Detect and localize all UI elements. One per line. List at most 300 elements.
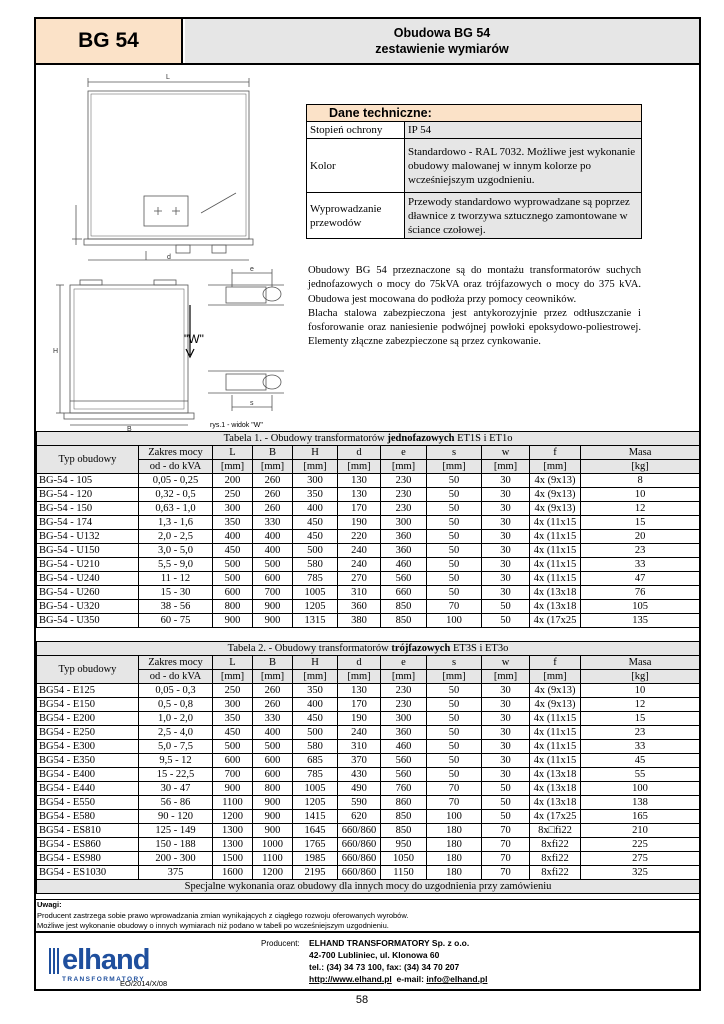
type-cell: BG54 - E150 xyxy=(37,698,139,712)
value-cell: 1150 xyxy=(381,866,427,880)
value-cell: 30 xyxy=(482,712,530,726)
value-cell: 400 xyxy=(253,530,293,544)
value-cell: 55 xyxy=(581,768,700,782)
value-cell: 50 xyxy=(427,684,482,698)
value-cell: 500 xyxy=(213,558,253,572)
value-cell: 50 xyxy=(427,572,482,586)
value-cell: 23 xyxy=(581,544,700,558)
value-cell: 130 xyxy=(338,474,381,488)
value-cell: 500 xyxy=(213,740,253,754)
description-paragraph-2: Blacha stalowa zabezpieczona jest antykorozyjnie przez odtłuszczanie i fosforowanie oraz naniesienie podwójnej powłoki epoksydowo-poliestrowej. Elementy złączne zabezpieczone są przez cynkowanie. xyxy=(308,307,641,348)
value-cell: 220 xyxy=(338,530,381,544)
value-cell: 450 xyxy=(293,712,338,726)
value-cell: 380 xyxy=(338,614,381,628)
value-cell: 4x (11x15 xyxy=(530,558,581,572)
tech-value: Standardowo - RAL 7032. Możliwe jest wykonanie obudowy malowanej w innym kolorze po wcześniejszym uzgodnieniu. xyxy=(405,139,642,193)
email-label: e-mail: xyxy=(396,974,424,984)
value-cell: 450 xyxy=(213,726,253,740)
type-cell: BG-54 - 174 xyxy=(37,516,139,530)
value-cell: 300 xyxy=(381,516,427,530)
value-cell: 30 xyxy=(482,558,530,572)
value-cell: 350 xyxy=(213,712,253,726)
value-cell: 8xfi22 xyxy=(530,838,581,852)
value-cell: 900 xyxy=(253,796,293,810)
table-row xyxy=(37,796,700,810)
value-cell: 30 - 47 xyxy=(139,782,213,796)
value-cell: 12 xyxy=(581,698,700,712)
value-cell: 30 xyxy=(482,530,530,544)
value-cell: 30 xyxy=(482,502,530,516)
value-cell: 45 xyxy=(581,754,700,768)
dim-h-label: H xyxy=(53,348,59,355)
value-cell: 125 - 149 xyxy=(139,824,213,838)
description xyxy=(308,264,641,350)
value-cell: 105 xyxy=(581,600,700,614)
value-cell: 30 xyxy=(482,726,530,740)
value-cell: 4x (9x13) xyxy=(530,698,581,712)
type-cell: BG54 - E350 xyxy=(37,754,139,768)
value-cell: 4x (11x15 xyxy=(530,754,581,768)
value-cell: 900 xyxy=(253,810,293,824)
table-row xyxy=(37,502,700,516)
value-cell: 250 xyxy=(213,488,253,502)
value-cell: 800 xyxy=(253,782,293,796)
value-cell: 190 xyxy=(338,712,381,726)
value-cell: 1300 xyxy=(213,824,253,838)
producer-info xyxy=(309,937,488,985)
type-cell: BG-54 - 150 xyxy=(37,502,139,516)
tech-row xyxy=(307,122,642,139)
company-address: 42-700 Lubliniec, ul. Klonowa 60 xyxy=(309,950,440,960)
value-cell: 260 xyxy=(253,474,293,488)
elhand-logo xyxy=(48,940,150,983)
table1-caption: Tabela 1. - Obudowy transformatorów jednofazowych ET1S i ET1o xyxy=(37,432,700,446)
technical-drawing xyxy=(36,65,299,431)
value-cell: 900 xyxy=(213,782,253,796)
value-cell: 50 xyxy=(427,474,482,488)
tech-row xyxy=(307,193,642,239)
value-cell: 400 xyxy=(213,530,253,544)
type-cell: BG-54 - U350 xyxy=(37,614,139,628)
value-cell: 325 xyxy=(581,866,700,880)
value-cell: 500 xyxy=(253,558,293,572)
value-cell: 225 xyxy=(581,838,700,852)
type-cell: BG54 - E550 xyxy=(37,796,139,810)
tech-row xyxy=(307,139,642,193)
value-cell: 260 xyxy=(253,698,293,712)
value-cell: 330 xyxy=(253,516,293,530)
value-cell: 560 xyxy=(381,754,427,768)
value-cell: 138 xyxy=(581,796,700,810)
footer xyxy=(36,933,699,989)
type-cell: BG-54 - 120 xyxy=(37,488,139,502)
value-cell: 260 xyxy=(253,684,293,698)
technical-data-table xyxy=(306,104,642,239)
value-cell: 500 xyxy=(213,572,253,586)
table-row xyxy=(37,866,700,880)
value-cell: 200 xyxy=(213,474,253,488)
value-cell: 4x (17x25 xyxy=(530,810,581,824)
value-cell: 230 xyxy=(381,698,427,712)
value-cell: 260 xyxy=(253,488,293,502)
value-cell: 400 xyxy=(293,698,338,712)
value-cell: 50 xyxy=(482,796,530,810)
value-cell: 5,5 - 9,0 xyxy=(139,558,213,572)
value-cell: 360 xyxy=(381,530,427,544)
value-cell: 450 xyxy=(293,516,338,530)
value-cell: 100 xyxy=(427,614,482,628)
dim-s-label: s xyxy=(250,400,254,407)
value-cell: 50 xyxy=(427,712,482,726)
value-cell: 800 xyxy=(213,600,253,614)
value-cell: 50 xyxy=(427,530,482,544)
enclosure-drawing xyxy=(36,65,299,431)
website-link[interactable]: http://www.elhand.pl xyxy=(309,974,392,984)
value-cell: 600 xyxy=(253,754,293,768)
value-cell: 70 xyxy=(427,782,482,796)
value-cell: 450 xyxy=(293,530,338,544)
value-cell: 1300 xyxy=(213,838,253,852)
value-cell: 150 - 188 xyxy=(139,838,213,852)
value-cell: 50 xyxy=(482,614,530,628)
type-cell: BG-54 - U260 xyxy=(37,586,139,600)
tech-value: Przewody standardowo wyprowadzane są poprzez dławnice z tworzywa sztucznego zamontowane w ściance czołowej. xyxy=(405,193,642,239)
value-cell: 70 xyxy=(482,824,530,838)
value-cell: 310 xyxy=(338,586,381,600)
value-cell: 500 xyxy=(293,544,338,558)
value-cell: 70 xyxy=(482,838,530,852)
value-cell: 685 xyxy=(293,754,338,768)
value-cell: 1415 xyxy=(293,810,338,824)
value-cell: 250 xyxy=(213,684,253,698)
value-cell: 1050 xyxy=(381,852,427,866)
table-row xyxy=(37,516,700,530)
value-cell: 4x (11x15 xyxy=(530,740,581,754)
value-cell: 0,05 - 0,3 xyxy=(139,684,213,698)
table2-caption: Tabela 2. - Obudowy transformatorów trójfazowych ET3S i ET3o xyxy=(37,642,700,656)
value-cell: 10 xyxy=(581,684,700,698)
value-cell: 70 xyxy=(482,866,530,880)
view-w-label: "W" xyxy=(184,332,204,346)
value-cell: 70 xyxy=(427,796,482,810)
value-cell: 8 xyxy=(581,474,700,488)
value-cell: 70 xyxy=(482,852,530,866)
value-cell: 850 xyxy=(381,600,427,614)
value-cell: 11 - 12 xyxy=(139,572,213,586)
value-cell: 600 xyxy=(213,754,253,768)
value-cell: 30 xyxy=(482,544,530,558)
logo-subtitle: TRANSFORMATORY xyxy=(62,976,146,983)
value-cell: 50 xyxy=(427,558,482,572)
value-cell: 240 xyxy=(338,544,381,558)
description-paragraph-1: Obudowy BG 54 przeznaczone są do montażu transformatorów suchych jednofazowych o mocy do 75kVA oraz trójfazowych o mocy do 375 kVA. Obudowa jest mocowana do podłoża przy pomocy ceowników. xyxy=(308,265,641,305)
value-cell: 4x (13x18 xyxy=(530,586,581,600)
value-cell: 30 xyxy=(482,474,530,488)
value-cell: 500 xyxy=(293,726,338,740)
value-cell: 210 xyxy=(581,824,700,838)
value-cell: 0,5 - 0,8 xyxy=(139,698,213,712)
single-phase-table: Tabela 1. - Obudowy transformatorów jednofazowych ET1S i ET1o Typ obudowy Zakres mocy L B H d e s w f Masa od - do kVA [mm] [mm] [mm] [mm] [mm] [mm] [mm] [mm] [kg] BG-54 - 105 0,05 - 0,25 200 260 300 130 230 50 30 4x (9x13) 8 BG-54 - 120 0,32 - 0,5 250 260 350 130 230 50 30 4x (9x13) 10 BG-54 - 150 0,63 - 1,0 300 260 400 170 230 50 30 4x (9x13) 12 BG-54 - 174 1,3 - 1,6 350 330 450 190 300 50 30 4x (11x15 15 BG-54 - U132 2,0 - 2,5 400 400 450 220 360 50 30 4x (11x15 20 BG-54 - U150 3,0 - 5,0 450 400 500 240 360 50 30 4x (11x15 23 BG-54 - U210 5,5 - 9,0 500 500 580 240 460 50 30 4x (11x15 33 BG-54 - U240 11 - 12 500 600 785 270 560 50 30 4x (11x15 47 BG-54 - U260 15 - 30 600 700 1005 310 660 50 30 4x (13x18 76 BG-54 - U320 38 - 56 800 900 1205 360 850 70 50 4x (13x18 105 BG-54 - U350 60 - 75 900 900 1315 380 850 100 50 4x (17x25 135 xyxy=(36,431,700,628)
value-cell: 50 xyxy=(427,726,482,740)
value-cell: 660/860 xyxy=(338,852,381,866)
value-cell: 30 xyxy=(482,572,530,586)
value-cell: 50 xyxy=(482,600,530,614)
value-cell: 20 xyxy=(581,530,700,544)
value-cell: 4x (9x13) xyxy=(530,474,581,488)
type-cell: BG54 - E300 xyxy=(37,740,139,754)
value-cell: 1005 xyxy=(293,586,338,600)
value-cell: 1000 xyxy=(253,838,293,852)
value-cell: 300 xyxy=(213,502,253,516)
value-cell: 8xfi22 xyxy=(530,866,581,880)
value-cell: 1200 xyxy=(213,810,253,824)
value-cell: 1600 xyxy=(213,866,253,880)
value-cell: 50 xyxy=(427,586,482,600)
type-cell: BG54 - E400 xyxy=(37,768,139,782)
title-line-2: zestawienie wymiarów xyxy=(375,42,509,56)
value-cell: 1,3 - 1,6 xyxy=(139,516,213,530)
value-cell: 1,0 - 2,0 xyxy=(139,712,213,726)
table-row xyxy=(37,726,700,740)
value-cell: 4x (11x15 xyxy=(530,572,581,586)
table-row xyxy=(37,824,700,838)
value-cell: 60 - 75 xyxy=(139,614,213,628)
value-cell: 15 - 22,5 xyxy=(139,768,213,782)
value-cell: 1205 xyxy=(293,796,338,810)
value-cell: 30 xyxy=(482,698,530,712)
value-cell: 300 xyxy=(213,698,253,712)
value-cell: 180 xyxy=(427,852,482,866)
value-cell: 8xfi22 xyxy=(530,852,581,866)
value-cell: 15 xyxy=(581,712,700,726)
value-cell: 33 xyxy=(581,558,700,572)
type-cell: BG54 - E250 xyxy=(37,726,139,740)
value-cell: 190 xyxy=(338,516,381,530)
company-name: ELHAND TRANSFORMATORY Sp. z o.o. xyxy=(309,938,470,948)
value-cell: 50 xyxy=(427,516,482,530)
value-cell: 50 xyxy=(482,810,530,824)
value-cell: 1100 xyxy=(213,796,253,810)
type-cell: BG54 - E440 xyxy=(37,782,139,796)
value-cell: 30 xyxy=(482,684,530,698)
table-row xyxy=(37,530,700,544)
notes-line-1: Producent zastrzega sobie prawo wprowadzania zmian wynikających z ciągłego rozwoju oferowanych wyrobów. xyxy=(37,910,409,920)
value-cell: 1500 xyxy=(213,852,253,866)
value-cell: 450 xyxy=(213,544,253,558)
type-cell: BG-54 - U132 xyxy=(37,530,139,544)
value-cell: 180 xyxy=(427,866,482,880)
value-cell: 50 xyxy=(427,740,482,754)
value-cell: 360 xyxy=(381,544,427,558)
notes-line-2: Możliwe jest wykonanie obudowy o innych wymiarach niż podano w tabeli po wcześniejszym uzgodnieniu. xyxy=(37,921,389,930)
producer-label: Producent: xyxy=(261,939,300,948)
table-row xyxy=(37,768,700,782)
value-cell: 270 xyxy=(338,572,381,586)
value-cell: 1645 xyxy=(293,824,338,838)
type-cell: BG54 - ES1030 xyxy=(37,866,139,880)
value-cell: 490 xyxy=(338,782,381,796)
value-cell: 90 - 120 xyxy=(139,810,213,824)
value-cell: 350 xyxy=(213,516,253,530)
table2-body xyxy=(37,684,700,880)
value-cell: 4x (13x18 xyxy=(530,768,581,782)
value-cell: 900 xyxy=(253,614,293,628)
value-cell: 4x (11x15 xyxy=(530,516,581,530)
value-cell: 310 xyxy=(338,740,381,754)
value-cell: 460 xyxy=(381,558,427,572)
notes xyxy=(36,899,699,933)
value-cell: 375 xyxy=(139,866,213,880)
table-row xyxy=(37,754,700,768)
value-cell: 860 xyxy=(381,796,427,810)
value-cell: 23 xyxy=(581,726,700,740)
value-cell: 400 xyxy=(293,502,338,516)
value-cell: 130 xyxy=(338,488,381,502)
value-cell: 1985 xyxy=(293,852,338,866)
table-row xyxy=(37,572,700,586)
value-cell: 12 xyxy=(581,502,700,516)
value-cell: 5,0 - 7,5 xyxy=(139,740,213,754)
value-cell: 100 xyxy=(427,810,482,824)
value-cell: 460 xyxy=(381,740,427,754)
value-cell: 590 xyxy=(338,796,381,810)
value-cell: 580 xyxy=(293,558,338,572)
table-row xyxy=(37,852,700,866)
value-cell: 240 xyxy=(338,726,381,740)
value-cell: 785 xyxy=(293,572,338,586)
type-cell: BG-54 - U320 xyxy=(37,600,139,614)
value-cell: 4x (9x13) xyxy=(530,488,581,502)
page-frame xyxy=(34,17,701,991)
type-cell: BG54 - E580 xyxy=(37,810,139,824)
value-cell: 850 xyxy=(381,824,427,838)
value-cell: 0,32 - 0,5 xyxy=(139,488,213,502)
value-cell: 1315 xyxy=(293,614,338,628)
value-cell: 560 xyxy=(381,768,427,782)
value-cell: 9,5 - 12 xyxy=(139,754,213,768)
table-row xyxy=(37,712,700,726)
dim-b-label: B xyxy=(127,426,132,431)
value-cell: 1765 xyxy=(293,838,338,852)
value-cell: 850 xyxy=(381,810,427,824)
value-cell: 660/860 xyxy=(338,838,381,852)
value-cell: 400 xyxy=(253,726,293,740)
value-cell: 50 xyxy=(427,502,482,516)
value-cell: 4x (11x15 xyxy=(530,544,581,558)
value-cell: 350 xyxy=(293,488,338,502)
value-cell: 1005 xyxy=(293,782,338,796)
value-cell: 4x (9x13) xyxy=(530,502,581,516)
type-cell: BG-54 - 105 xyxy=(37,474,139,488)
value-cell: 0,05 - 0,25 xyxy=(139,474,213,488)
value-cell: 2195 xyxy=(293,866,338,880)
tech-value: IP 54 xyxy=(405,122,642,139)
logo-text: elhand xyxy=(62,944,150,976)
dim-d-label: d xyxy=(167,254,171,261)
value-cell: 900 xyxy=(253,600,293,614)
type-cell: BG54 - E125 xyxy=(37,684,139,698)
value-cell: 620 xyxy=(338,810,381,824)
value-cell: 100 xyxy=(581,782,700,796)
value-cell: 50 xyxy=(427,698,482,712)
table-row xyxy=(37,782,700,796)
value-cell: 38 - 56 xyxy=(139,600,213,614)
value-cell: 230 xyxy=(381,502,427,516)
type-cell: BG54 - ES810 xyxy=(37,824,139,838)
table-row xyxy=(37,698,700,712)
value-cell: 8x□fi22 xyxy=(530,824,581,838)
drawing-caption: rys.1 - widok "W" xyxy=(210,422,263,429)
type-cell: BG54 - ES860 xyxy=(37,838,139,852)
table-row xyxy=(37,614,700,628)
value-cell: 30 xyxy=(482,740,530,754)
table-row xyxy=(37,684,700,698)
value-cell: 900 xyxy=(253,824,293,838)
value-cell: 600 xyxy=(253,572,293,586)
value-cell: 76 xyxy=(581,586,700,600)
value-cell: 30 xyxy=(482,754,530,768)
value-cell: 50 xyxy=(482,782,530,796)
table-row xyxy=(37,838,700,852)
three-phase-table: Tabela 2. - Obudowy transformatorów trójfazowych ET3S i ET3o Typ obudowy Zakres mocy L B H d e s w f Masa od - do kVA [mm] [mm] [mm] [mm] [mm] [mm] [mm] [mm] [kg] BG54 - E125 0,05 - 0,3 250 260 350 130 230 50 30 4x (9x13) 10 BG54 - E150 0,5 - 0,8 300 260 400 170 230 50 30 4x (9x13) 12 BG54 - E200 1,0 - 2,0 350 330 450 190 300 50 30 4x (11x15 15 BG54 - E250 2,5 - 4,0 450 400 500 240 360 50 30 4x (11x15 23 BG54 - E300 5,0 - 7,5 500 500 580 310 460 50 30 4x (11x15 33 BG54 - E350 9,5 - 12 600 600 685 370 560 50 30 4x (11x15 45 BG54 - E400 15 - 22,5 700 600 785 430 560 50 30 4x (13x18 55 BG54 - E440 30 - 47 900 800 1005 490 760 70 50 4x (13x18 100 BG54 - E550 56 - 86 1100 900 1205 590 860 70 50 4x (13x18 138 BG54 - E580 90 - 120 1200 900 1415 620 850 100 50 4x (17x25 165 BG54 - ES810 125 - 149 1300 900 1645 660/860 850 180 70 8x□fi22 210 BG54 - ES860 150 - 188 1300 1000 1765 660/860 950 180 70 8xfi22 225 BG54 - ES980 200 - 300 1500 1100 1985 660/860 1050 180 70 8xfi22 275 BG54 - ES1030 375 1600 1200 2195 660/860 1150 180 70 8xfi22 325 Specjalne wykonania oraz obudowy dla innych mocy do uzgodnienia przy zamówieniu xyxy=(36,641,700,894)
type-cell: BG-54 - U150 xyxy=(37,544,139,558)
value-cell: 170 xyxy=(338,502,381,516)
value-cell: 4x (17x25 xyxy=(530,614,581,628)
value-cell: 30 xyxy=(482,488,530,502)
col-type: Typ obudowy xyxy=(37,656,139,684)
value-cell: 4x (9x13) xyxy=(530,684,581,698)
value-cell: 370 xyxy=(338,754,381,768)
value-cell: 50 xyxy=(427,754,482,768)
table1-body xyxy=(37,474,700,628)
value-cell: 180 xyxy=(427,838,482,852)
value-cell: 10 xyxy=(581,488,700,502)
value-cell: 47 xyxy=(581,572,700,586)
value-cell: 56 - 86 xyxy=(139,796,213,810)
value-cell: 660/860 xyxy=(338,824,381,838)
document-code: EO/2014/X/08 xyxy=(120,979,168,988)
value-cell: 850 xyxy=(381,614,427,628)
value-cell: 360 xyxy=(338,600,381,614)
value-cell: 600 xyxy=(213,586,253,600)
value-cell: 135 xyxy=(581,614,700,628)
title-line-1: Obudowa BG 54 xyxy=(393,26,491,40)
value-cell: 4x (11x15 xyxy=(530,530,581,544)
dim-e-label: e xyxy=(250,266,254,273)
header xyxy=(36,19,699,65)
value-cell: 4x (13x18 xyxy=(530,600,581,614)
value-cell: 660 xyxy=(381,586,427,600)
value-cell: 4x (11x15 xyxy=(530,726,581,740)
value-cell: 700 xyxy=(213,768,253,782)
value-cell: 900 xyxy=(213,614,253,628)
value-cell: 560 xyxy=(381,572,427,586)
email-link[interactable]: info@elhand.pl xyxy=(426,974,488,984)
company-phone: tel.: (34) 34 73 100, fax: (34) 34 70 207 xyxy=(309,962,460,972)
value-cell: 30 xyxy=(482,586,530,600)
value-cell: 30 xyxy=(482,768,530,782)
type-cell: BG-54 - U210 xyxy=(37,558,139,572)
value-cell: 33 xyxy=(581,740,700,754)
page-number: 58 xyxy=(355,994,369,1006)
value-cell: 360 xyxy=(381,726,427,740)
value-cell: 200 - 300 xyxy=(139,852,213,866)
value-cell: 230 xyxy=(381,684,427,698)
value-cell: 3,0 - 5,0 xyxy=(139,544,213,558)
value-cell: 230 xyxy=(381,488,427,502)
type-cell: BG-54 - U240 xyxy=(37,572,139,586)
value-cell: 500 xyxy=(253,740,293,754)
